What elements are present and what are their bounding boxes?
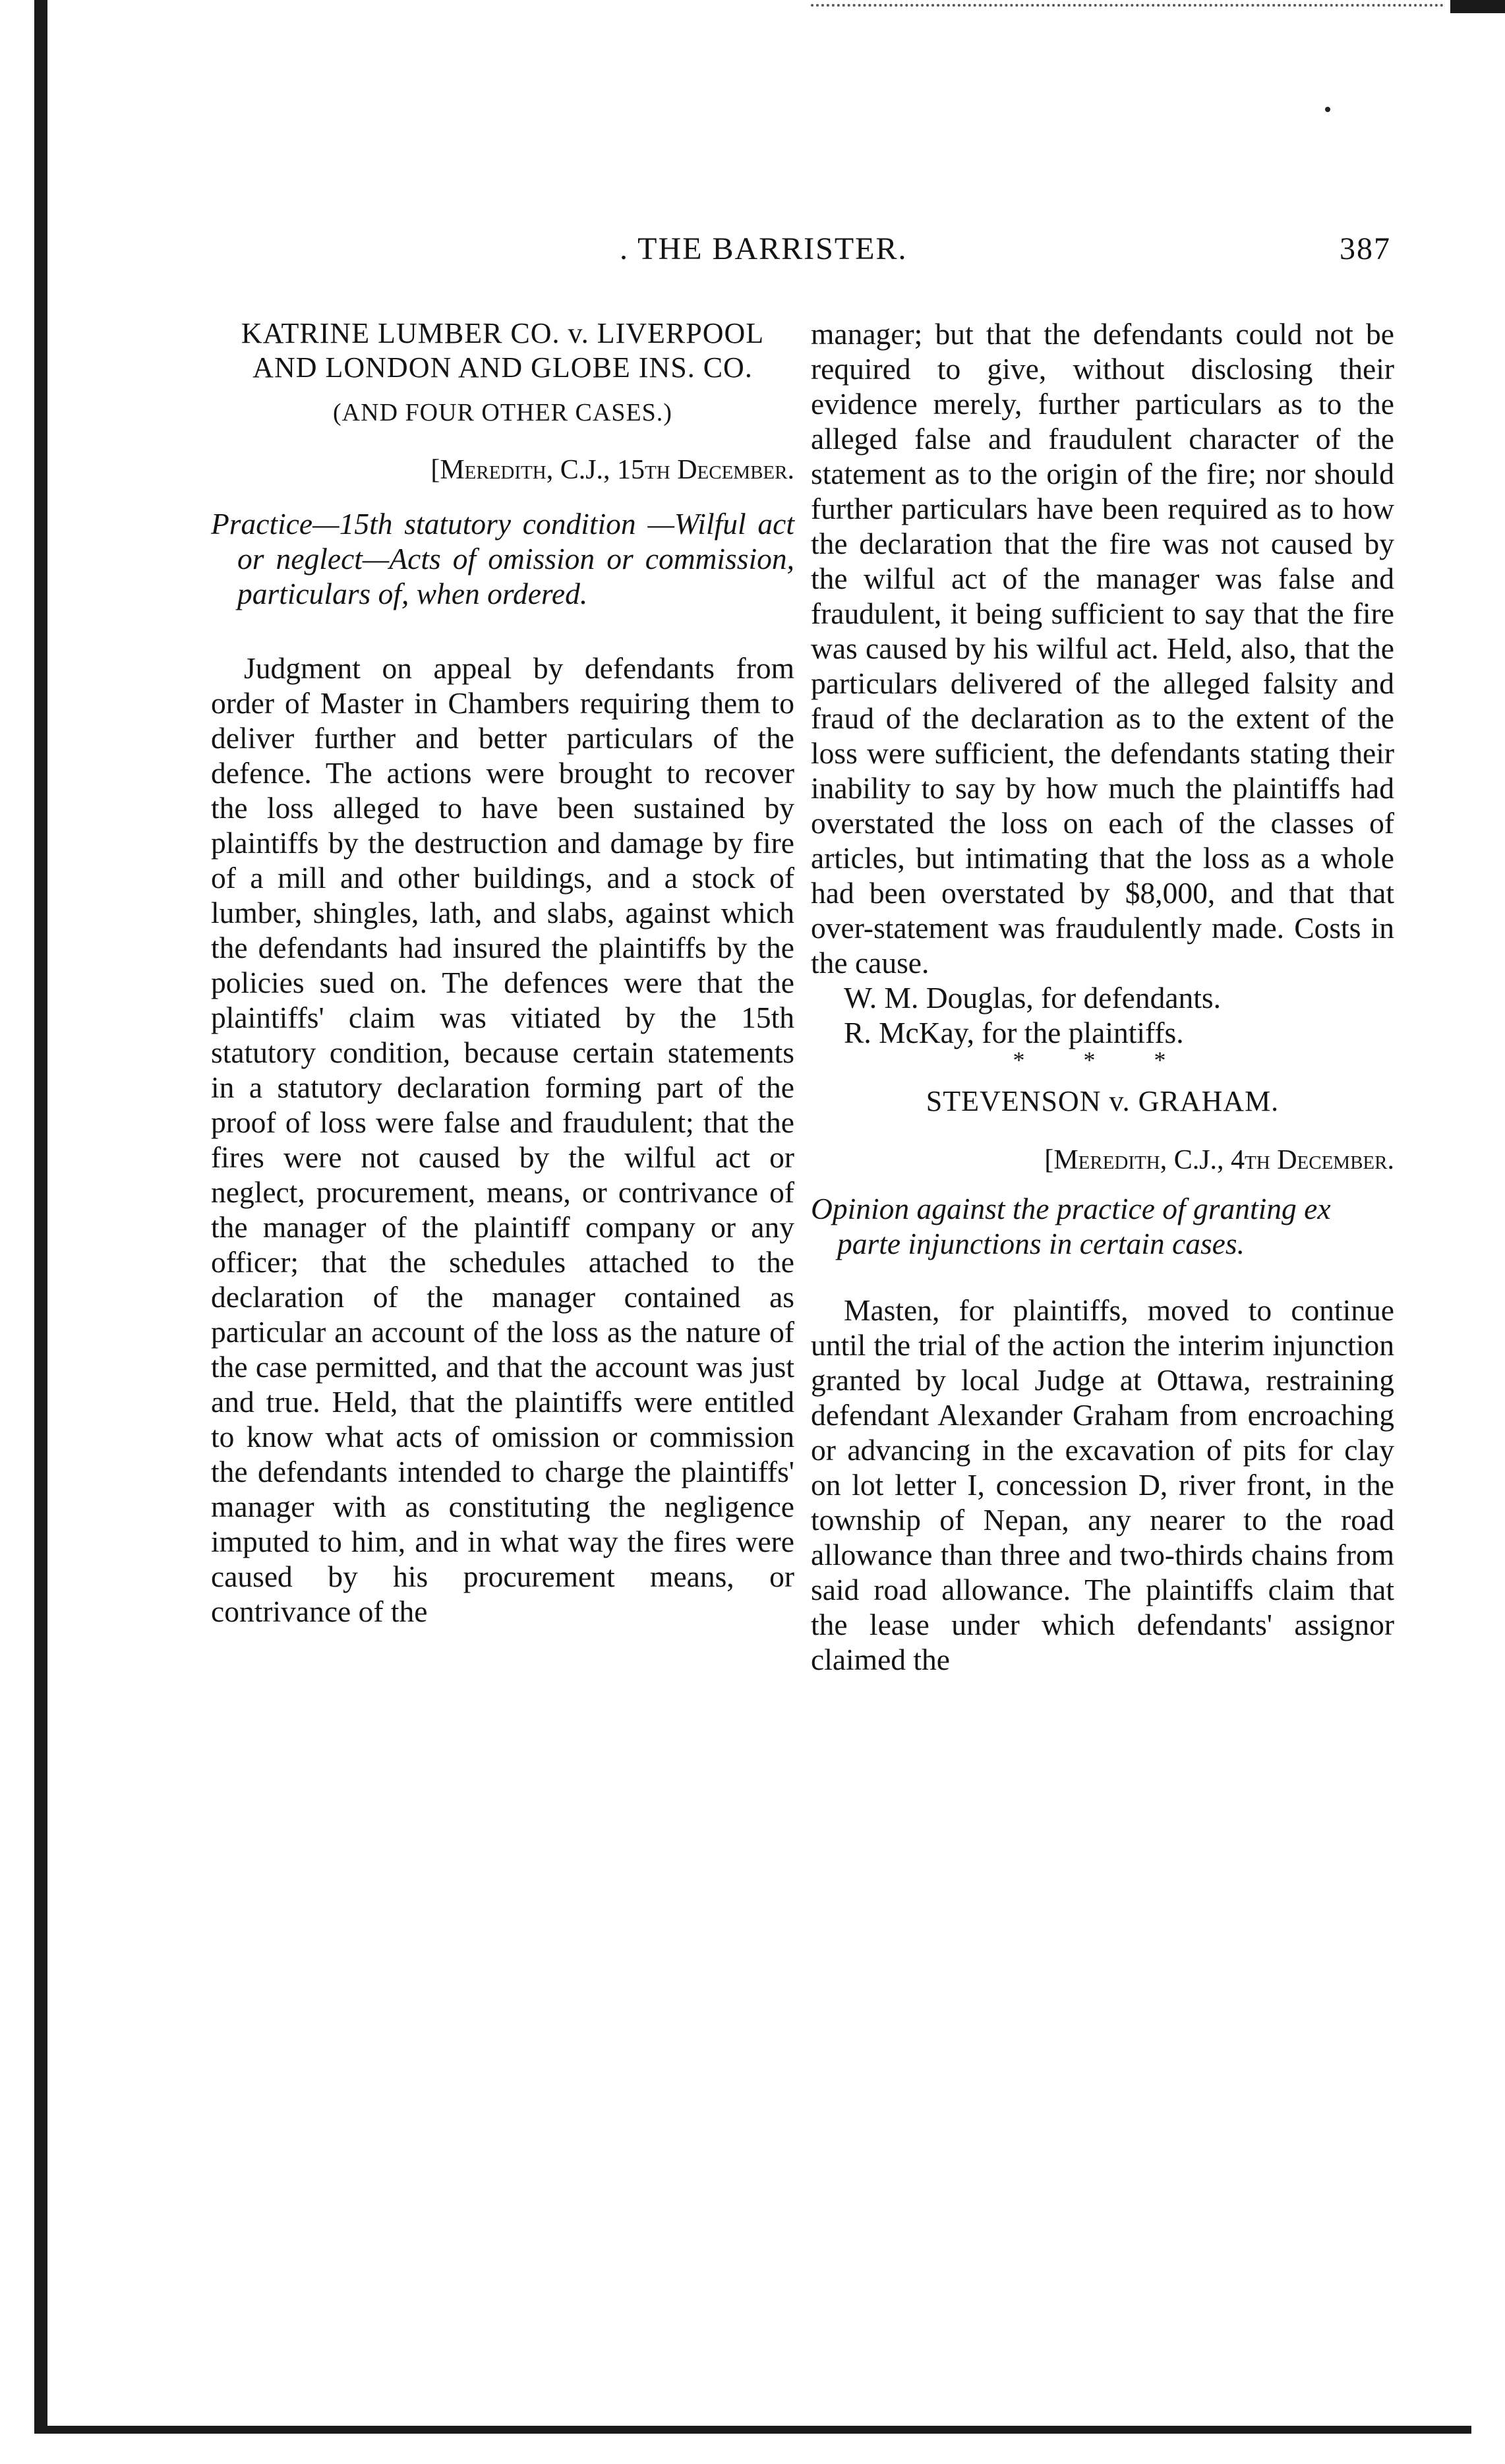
- page-number: 387: [1340, 231, 1391, 266]
- journal-title: . THE BARRISTER.: [620, 231, 908, 266]
- scan-left-border: [34, 0, 47, 2432]
- left-column: [211, 316, 794, 1629]
- scan-top-edge-noise: [811, 4, 1444, 9]
- counsel-plaintiffs: R. McKay, for the plaintiffs.: [844, 1016, 1184, 1049]
- right-column: [811, 316, 1394, 1677]
- judge-date-line-2: [Meredith, C.J., 4th December.: [1044, 1145, 1394, 1175]
- headnote-katrine: Practice—15th statutory condition —Wilful act or neglect—Acts of omission or commission, particulars of, when ordered.: [211, 507, 794, 610]
- scan-top-corner-mark: [1450, 0, 1505, 13]
- scan-bottom-border: [34, 2426, 1471, 2434]
- case-subtitle: (AND FOUR OTHER CASES.): [333, 399, 672, 426]
- judgment-text-stevenson: Masten, for plaintiffs, moved to continue until the trial of the action the interim injunction granted by local Judge at Ottawa, restraining defendant Alexander Graham from encroaching or advancing in the excavation of pits for clay on lot letter I, concession D, river front, in the township of Nepan, any nearer to the road allowance than three and two-thirds chains from said road allowance. The plaintiffs claim that the lease under which defendants' assignor claimed the: [811, 1293, 1394, 1676]
- judgment-text-katrine: Judgment on appeal by defendants from order of Master in Chambers requiring them to deliver further and better particulars of the defence. The actions were brought to recover the loss alleged to have been sustained by plaintiffs by the destruction and damage by fire of a mill and other buildings, and a stock of lumber, shingles, lath, and slabs, against which the defendants had insured the plaintiffs by the policies sued on. The defences were that the plaintiffs' claim was vitiated by the 15th statutory condition, because certain statements in a statutory declaration forming part of the proof of loss were false and fraudulent; that the fires were not caused by the wilful act or neglect, procurement, means, or contrivance of the manager of the plaintiff company or any officer; that the schedules attached to the declaration of the manager contained as particular an account of the loss as the nature of the case permitted, and that the account was just and true. Held, that the plaintiffs were entitled to know what acts of omission or commission the defendants intended to charge the plaintiffs' manager with as constituting the negligence imputed to him, and in what way the fires were caused by his procurement means, or contrivance of the: [211, 651, 794, 1628]
- counsel-defendants: W. M. Douglas, for defendants.: [844, 981, 1222, 1014]
- case-title-katrine: KATRINE LUMBER CO. v. LIVERPOOL AND LONDON AND GLOBE INS. CO.: [241, 317, 765, 384]
- headnote-stevenson: Opinion against the practice of granting ex parte injunctions in certain cases.: [811, 1192, 1331, 1260]
- section-separator: * * *: [1013, 1047, 1193, 1073]
- scan-speck: [1325, 107, 1330, 112]
- running-head: [620, 231, 1411, 270]
- judge-date-line: [Meredith, C.J., 15th December.: [430, 455, 794, 485]
- judgment-continuation: manager; but that the defendants could not be required to give, without disclosing their evidence merely, further particulars as to the alleged false and fraudulent character of the statement as to the origin of the fire; nor should further particulars have been required as to how the declaration that the fire was not caused by the wilful act of the manager was false and fraudulent, it being sufficient to say that the fire was caused by his wilful act. Held, also, that the particulars delivered of the alleged falsity and fraud of the declaration as to the extent of the loss were sufficient, the defendants stating their inability to say by how much the plaintiffs had overstated the loss on each of the classes of articles, but intimating that the loss as a whole had been overstated by $8,000, and that that over-statement was fraudulently made. Costs in the cause.: [811, 317, 1394, 980]
- case-title-stevenson: STEVENSON v. GRAHAM.: [926, 1085, 1280, 1117]
